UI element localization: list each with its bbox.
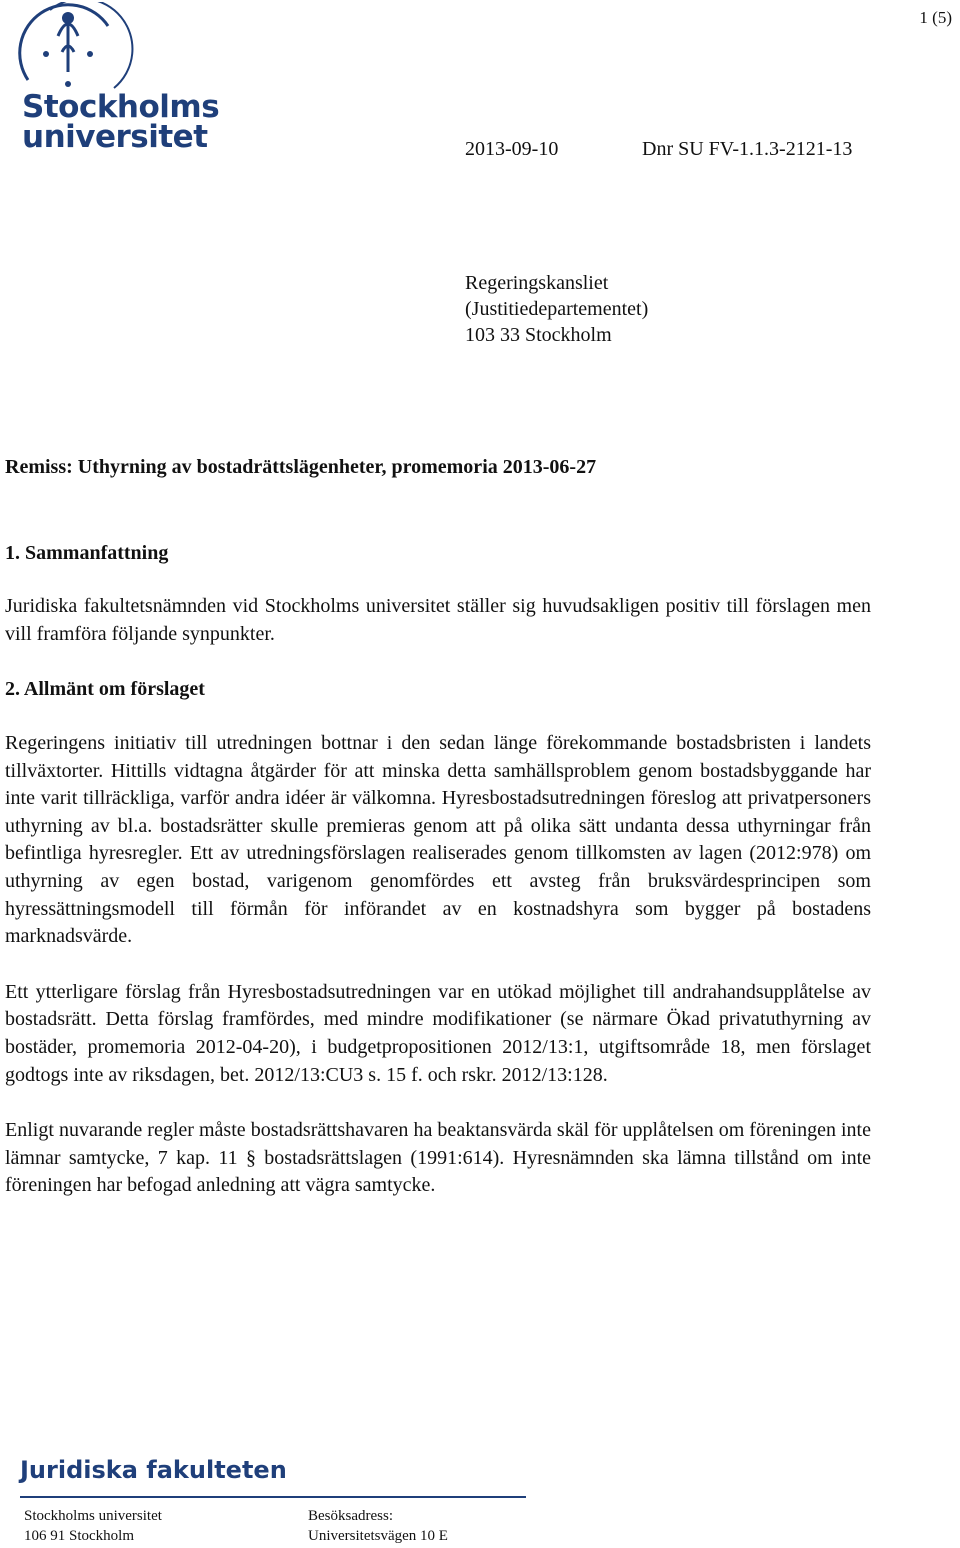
document-body (5, 454, 871, 1200)
section-2-paragraph-1: Regeringens initiativ till utredningen bottnar i den sedan länge förekommande bostadsbristen i landets tillväxtorter. Hittills vidtagna åtgärder för att minska detta samhällsproblem genom bostadsbyggande har inte varit tillräckliga, varför andra idéer är välkomna. Hyresbostadsutredningen föreslog att privatpersoners uthyrning av bl.a. bostadsrätter skulle premieras genom att på olika sätt undanta dessa uthyrningar från befintliga hyresregler. Ett av utredningsförslagen realiserades genom tillkomsten av lagen (2012:978) om uthyrning av egen bostad, varigenom genomfördes ett avsteg från bruksvärdesprincipen som hyressättningsmodell till förmån för införandet av en kostnadshyra som bygger på bostadens marknadsvärde. (5, 731, 871, 948)
section-2-paragraph-3: Enligt nuvarande regler måste bostadsrättshavaren ha beaktansvärda skäl för upplåtelsen om föreningen inte lämnar samtycke, 7 kap. 11 § bostadsrättslagen (1991:614). Hyresnämnden ska lämna tillstånd om inte föreningen har befogad anledning att vägra samtycke. (5, 1119, 871, 1197)
footer-visit-label: Besöksadress: (308, 1508, 393, 1524)
page-indicator: 1 (5) (919, 8, 952, 27)
university-logo (18, 2, 218, 162)
recipient-line-2: (Justitiedepartementet) (465, 298, 649, 320)
footer-postal: 106 91 Stockholm (24, 1528, 135, 1544)
footer-divider (20, 1496, 526, 1498)
footer-postal-address (24, 1506, 162, 1546)
logo-wordmark-line1: Stockholms (22, 89, 220, 125)
recipient-line-1: Regeringskansliet (465, 272, 609, 294)
footer-org: Stockholms universitet (24, 1508, 162, 1524)
university-seal (18, 2, 218, 102)
document-date: 2013-09-10 (465, 138, 559, 160)
recipient-address (465, 270, 648, 348)
section-2-paragraph-2: Ett ytterligare förslag från Hyresbostadsutredningen var en utökad möjlighet till andrahandsupplåtelse av bostadsrätt. Detta förslag framfördes, med mindre modifikationer (se närmare Ökad privatuthyrning av bostäder, promemoria 2012-04-20), i budgetpropositionen 2012/13:1, utgiftsområde 18, men förslaget godtogs inte av riksdagen, bet. 2012/13:CU3 s. 15 f. och rskr. 2012/13:128. (5, 980, 871, 1086)
section-2-heading: 2. Allmänt om förslaget (5, 678, 205, 701)
footer-faculty-name: Juridiska fakulteten (20, 1456, 287, 1484)
section-1-paragraph: Juridiska fakultetsnämnden vid Stockholms universitet ställer sig huvudsakligen positiv till förslagen men vill framföra följande synpunkter. (5, 595, 871, 645)
recipient-line-3: 103 33 Stockholm (465, 324, 612, 346)
logo-wordmark-line2: universitet (22, 119, 208, 155)
section-1-heading: 1. Sammanfattning (5, 541, 169, 564)
footer-visit-value: Universitetsvägen 10 E (308, 1528, 448, 1544)
document-title: Remiss: Uthyrning av bostadrättslägenheter, promemoria 2013-06-27 (5, 456, 597, 478)
document-reference: Dnr SU FV-1.1.3-2121-13 (642, 138, 853, 160)
footer-visit-address (308, 1506, 448, 1546)
